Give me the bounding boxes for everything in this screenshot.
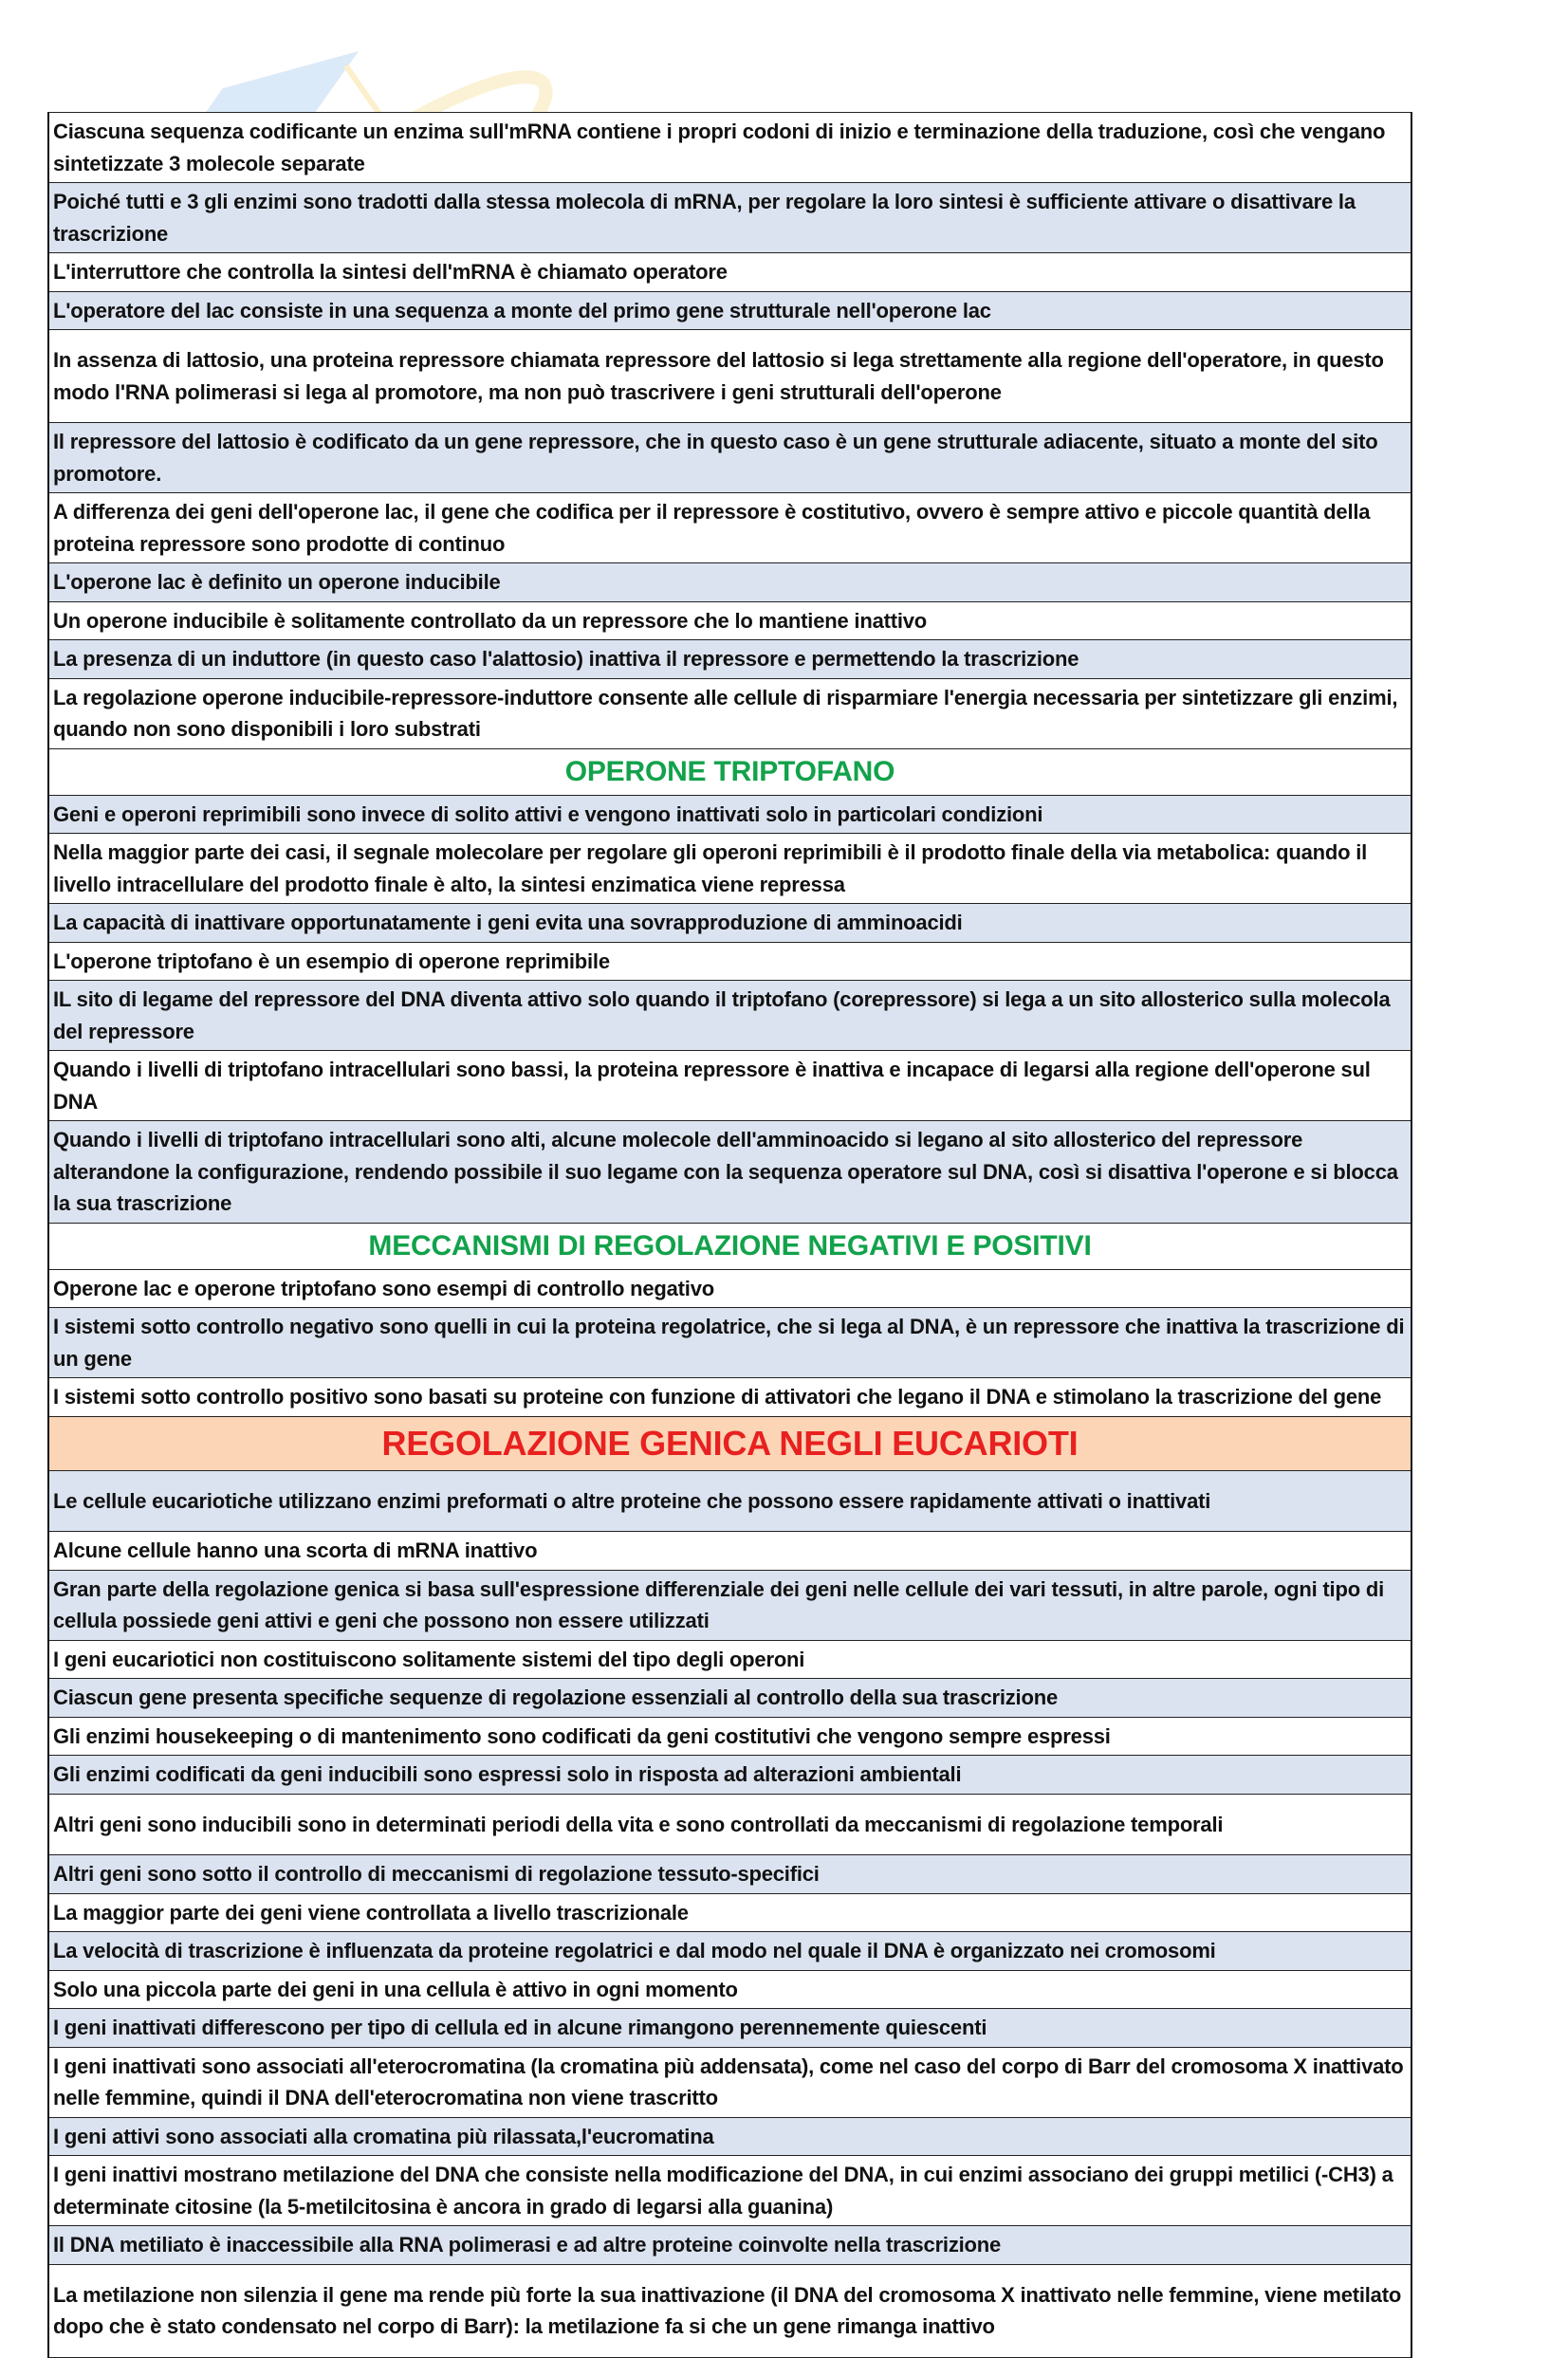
table-row: L'operone triptofano è un esempio di operone reprimibile bbox=[49, 943, 1411, 982]
table-row: I geni eucariotici non costituiscono solitamente sistemi del tipo degli operoni bbox=[49, 1641, 1411, 1680]
table-row: A differenza dei geni dell'operone lac, il gene che codifica per il repressore è costitutivo, ovvero è sempre attivo e piccole quantità della proteina repressore sono prodotte di continuo bbox=[49, 493, 1411, 563]
table-row: Alcune cellule hanno una scorta di mRNA inattivo bbox=[49, 1532, 1411, 1571]
table-row: Gli enzimi housekeeping o di mantenimento sono codificati da geni costitutivi che vengono sempre espressi bbox=[49, 1718, 1411, 1757]
table-row: La regolazione operone inducibile-repressore-induttore consente alle cellule di risparmiare l'energia necessaria per sintetizzare gli enzimi, quando non sono disponibili i loro substrati bbox=[49, 679, 1411, 749]
table-row: Ciascun gene presenta specifiche sequenze di regolazione essenziali al controllo della sua trascrizione bbox=[49, 1679, 1411, 1718]
table-row: I geni attivi sono associati alla cromatina più rilassata,l'eucromatina bbox=[49, 2118, 1411, 2157]
table-row: I sistemi sotto controllo positivo sono basati su proteine con funzione di attivatori che legano il DNA e stimolano la trascrizione del gene bbox=[49, 1378, 1411, 1417]
table-row: I geni inattivi mostrano metilazione del DNA che consiste nella modificazione del DNA, in cui enzimi associano dei gruppi metilici (-CH3) a determinate citosine (la 5-metilcitosina è ancora in grado di legarsi alla guanina) bbox=[49, 2156, 1411, 2226]
section-heading: OPERONE TRIPTOFANO bbox=[49, 749, 1411, 796]
table-row: Geni e operoni reprimibili sono invece di solito attivi e vengono inattivati solo in particolari condizioni bbox=[49, 796, 1411, 835]
section-heading: MECCANISMI DI REGOLAZIONE NEGATIVI E POSITIVI bbox=[49, 1224, 1411, 1270]
table-row: Ciascuna sequenza codificante un enzima sull'mRNA contiene i propri codoni di inizio e terminazione della traduzione, così che vengano sintetizzate 3 molecole separate bbox=[49, 112, 1411, 183]
chapter-heading: REGOLAZIONE GENICA NEGLI EUCARIOTI bbox=[49, 1417, 1411, 1471]
table-row: La velocità di trascrizione è influenzata da proteine regolatrici e dal modo nel quale il DNA è organizzato nei cromosomi bbox=[49, 1932, 1411, 1971]
table-row: La maggior parte dei geni viene controllata a livello trascrizionale bbox=[49, 1894, 1411, 1933]
table-row: L'operatore del lac consiste in una sequenza a monte del primo gene strutturale nell'operone lac bbox=[49, 292, 1411, 331]
table-row: Il repressore del lattosio è codificato da un gene repressore, che in questo caso è un gene strutturale adiacente, situato a monte del sito promotore. bbox=[49, 423, 1411, 493]
table-row: Le cellule eucariotiche utilizzano enzimi preformati o altre proteine che possono essere rapidamente attivati o inattivati bbox=[49, 1471, 1411, 1533]
table-row: La presenza di un induttore (in questo caso l'alattosio) inattiva il repressore e permettendo la trascrizione bbox=[49, 640, 1411, 679]
table-row: I sistemi sotto controllo negativo sono quelli in cui la proteina regolatrice, che si lega al DNA, è un repressore che inattiva la trascrizione di un gene bbox=[49, 1308, 1411, 1378]
table-row: I geni inattivati sono associati all'eterocromatina (la cromatina più addensata), come nel caso del corpo di Barr del cromosoma X inattivato nelle femmine, quindi il DNA dell'eterocromatina non viene trascritto bbox=[49, 2048, 1411, 2118]
table-row: Altri geni sono inducibili sono in determinati periodi della vita e sono controllati da meccanismi di regolazione temporali bbox=[49, 1795, 1411, 1856]
table-row: La capacità di inattivare opportunatamente i geni evita una sovrapproduzione di amminoacidi bbox=[49, 904, 1411, 943]
notes-table bbox=[47, 112, 1412, 2358]
table-row: La metilazione non silenzia il gene ma rende più forte la sua inattivazione (il DNA del cromosoma X inattivato nelle femmine, viene metilato dopo che è stato condensato nel corpo di Barr): la metilazione fa si che un gene rimanga inattivo bbox=[49, 2265, 1411, 2358]
table-row: Operone lac e operone triptofano sono esempi di controllo negativo bbox=[49, 1270, 1411, 1309]
table-row: Quando i livelli di triptofano intracellulari sono bassi, la proteina repressore è inattiva e incapace di legarsi alla regione dell'operone sul DNA bbox=[49, 1051, 1411, 1121]
table-row: Solo una piccola parte dei geni in una cellula è attivo in ogni momento bbox=[49, 1971, 1411, 2010]
table-row: Un operone inducibile è solitamente controllato da un repressore che lo mantiene inattivo bbox=[49, 602, 1411, 641]
table-row: L'operone lac è definito un operone inducibile bbox=[49, 563, 1411, 602]
table-row: IL sito di legame del repressore del DNA diventa attivo solo quando il triptofano (corepressore) si lega a un sito allosterico sulla molecola del repressore bbox=[49, 981, 1411, 1051]
table-row: Poiché tutti e 3 gli enzimi sono tradotti dalla stessa molecola di mRNA, per regolare la loro sintesi è sufficiente attivare o disattivare la trascrizione bbox=[49, 183, 1411, 253]
table-row: I geni inattivati differescono per tipo di cellula ed in alcune rimangono perennemente quiescenti bbox=[49, 2009, 1411, 2048]
table-row: Nella maggior parte dei casi, il segnale molecolare per regolare gli operoni reprimibili è il prodotto finale della via metabolica: quando il livello intracellulare del prodotto finale è alto, la sintesi enzimatica viene repressa bbox=[49, 834, 1411, 904]
table-row: Altri geni sono sotto il controllo di meccanismi di regolazione tessuto-specifici bbox=[49, 1855, 1411, 1894]
table-row: Quando i livelli di triptofano intracellulari sono alti, alcune molecole dell'amminoacido si legano al sito allosterico del repressore alterandone la configurazione, rendendo possibile il suo legame con la sequenza operatore sul DNA, così si disattiva l'operone e si blocca la sua trascrizione bbox=[49, 1121, 1411, 1224]
table-row: Gran parte della regolazione genica si basa sull'espressione differenziale dei geni nelle cellule dei vari tessuti, in altre parole, ogni tipo di cellula possiede geni attivi e geni che possono non essere utilizzati bbox=[49, 1571, 1411, 1641]
table-row: In assenza di lattosio, una proteina repressore chiamata repressore del lattosio si lega strettamente alla regione dell'operatore, in questo modo l'RNA polimerasi si lega al promotore, ma non può trascrivere i geni strutturali dell'operone bbox=[49, 330, 1411, 423]
table-row: L'interruttore che controlla la sintesi dell'mRNA è chiamato operatore bbox=[49, 253, 1411, 292]
table-row: Gli enzimi codificati da geni inducibili sono espressi solo in risposta ad alterazioni ambientali bbox=[49, 1756, 1411, 1795]
table-row: Il DNA metiliato è inaccessibile alla RNA polimerasi e ad altre proteine coinvolte nella trascrizione bbox=[49, 2226, 1411, 2265]
